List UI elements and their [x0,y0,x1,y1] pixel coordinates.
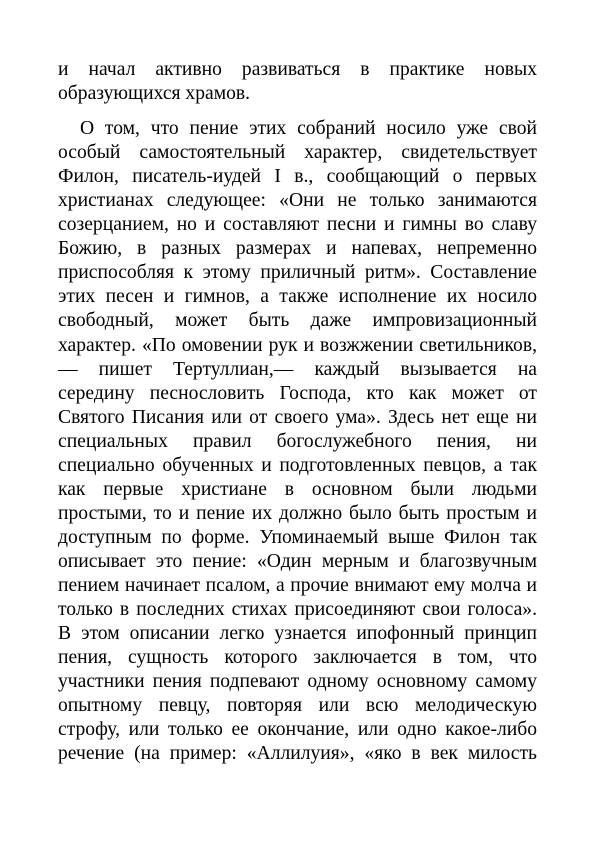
text-line: середину песнословить Господа, кто как может от [58,382,537,404]
text-line: строфу, или только ее окончание, или одно какое-либо [58,719,537,741]
text-line: описывает это пение: «Один мерным и благозвучным [58,550,537,572]
document-page [58,58,537,766]
text-line: только в последних стихах присоединяют свои голоса». [58,599,537,621]
text-line: Филон, писатель-иудей I в., сообщающий о первых [58,166,537,188]
paragraph-2 [58,117,537,766]
text-line: этих песен и гимнов, а также исполнение их носило [58,286,537,308]
text-line: свободный, может быть даже импровизационный [58,310,537,332]
text-line: христианах следующее: «Они не только занимаются [58,190,537,212]
text-line: специально обученных и подготовленных певцов, а так [58,454,537,476]
text-line: Святого Писания или от своего ума». Здесь нет еще ни [58,406,537,428]
text-line: характер. «По омовении рук и возжжении светильников, [58,334,537,356]
text-line: как первые христиане в основном были людьми [58,478,537,500]
text-line: — пишет Тертуллиан,— каждый вызывается на [58,358,537,380]
text-line: образующихся храмов. [58,83,251,105]
text-line: пением начинает псалом, а прочие внимают ему молча и [58,574,537,596]
text-line: речение (на пример: «Аллилуия», «яко в век милость [58,743,537,765]
text-line: Божию, в разных размерах и напевах, непременно [58,238,537,260]
text-line: и начал активно развиваться в практике новых [58,59,537,80]
text-line: О том, что пение этих собраний носило уже свой [80,118,537,140]
text-line: участники пения подпевают одному основному самому [58,671,537,693]
text-line: опытному певцу, повторяя или всю мелодическую [58,695,537,717]
text-line: пения, сущность которого заключается в том, что [58,647,537,669]
text-line: доступным по форме. Упоминаемый выше Филон так [58,526,537,548]
text-line: специальных правил богослужебного пения, ни [58,430,537,452]
text-line: созерцанием, но и составляют песни и гимны во славу [58,214,537,236]
text-line: приспособляя к этому приличный ритм». Составление [58,262,537,284]
paragraph-1 [58,58,537,106]
text-line: простыми, то и пение их должно было быть простым и [58,502,537,524]
text-line: В этом описании легко узнается ипофонный принцип [58,623,537,645]
text-line: особый самостоятельный характер, свидетельствует [58,142,537,164]
